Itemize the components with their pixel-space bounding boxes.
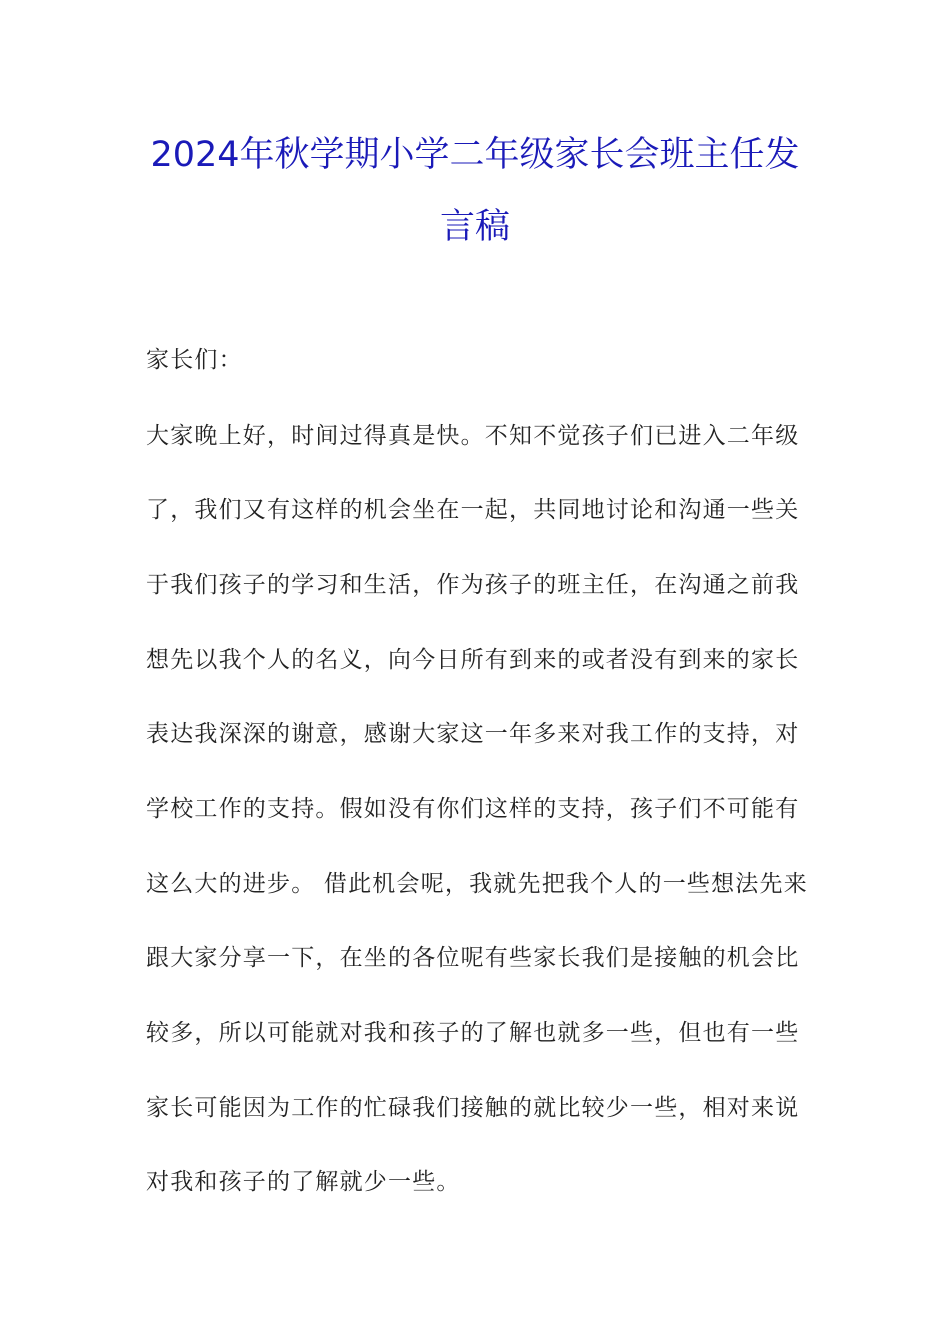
body-line: 大家晚上好，时间过得真是快。不知不觉孩子们已进入二年级 [146,423,800,449]
body-line: 这么大的进步。 借此机会呢，我就先把我个人的一些想法先来 [146,871,808,897]
body-line: 想先以我个人的名义，向今日所有到来的或者没有到来的家长 [146,647,800,673]
body-line: 跟大家分享一下，在坐的各位呢有些家长我们是接触的机会比 [146,945,800,971]
body-line: 学校工作的支持。假如没有你们这样的支持，孩子们不可能有 [146,796,800,822]
body-line: 对我和孩子的了解就少一些。 [146,1169,461,1195]
body-line: 表达我深深的谢意，感谢大家这一年多来对我工作的支持，对 [146,721,800,747]
document-title-line-1: 2024年秋学期小学二年级家长会班主任发 [150,135,800,175]
salutation: 家长们： [146,347,243,373]
body-line: 家长可能因为工作的忙碌我们接触的就比较少一些，相对来说 [146,1095,800,1121]
document-title-line-2: 言稿 [439,207,510,247]
body-line: 较多，所以可能就对我和孩子的了解也就多一些，但也有一些 [146,1020,800,1046]
body-line: 了，我们又有这样的机会坐在一起，共同地讨论和沟通一些关 [146,497,800,523]
body-line: 于我们孩子的学习和生活，作为孩子的班主任，在沟通之前我 [146,572,800,598]
